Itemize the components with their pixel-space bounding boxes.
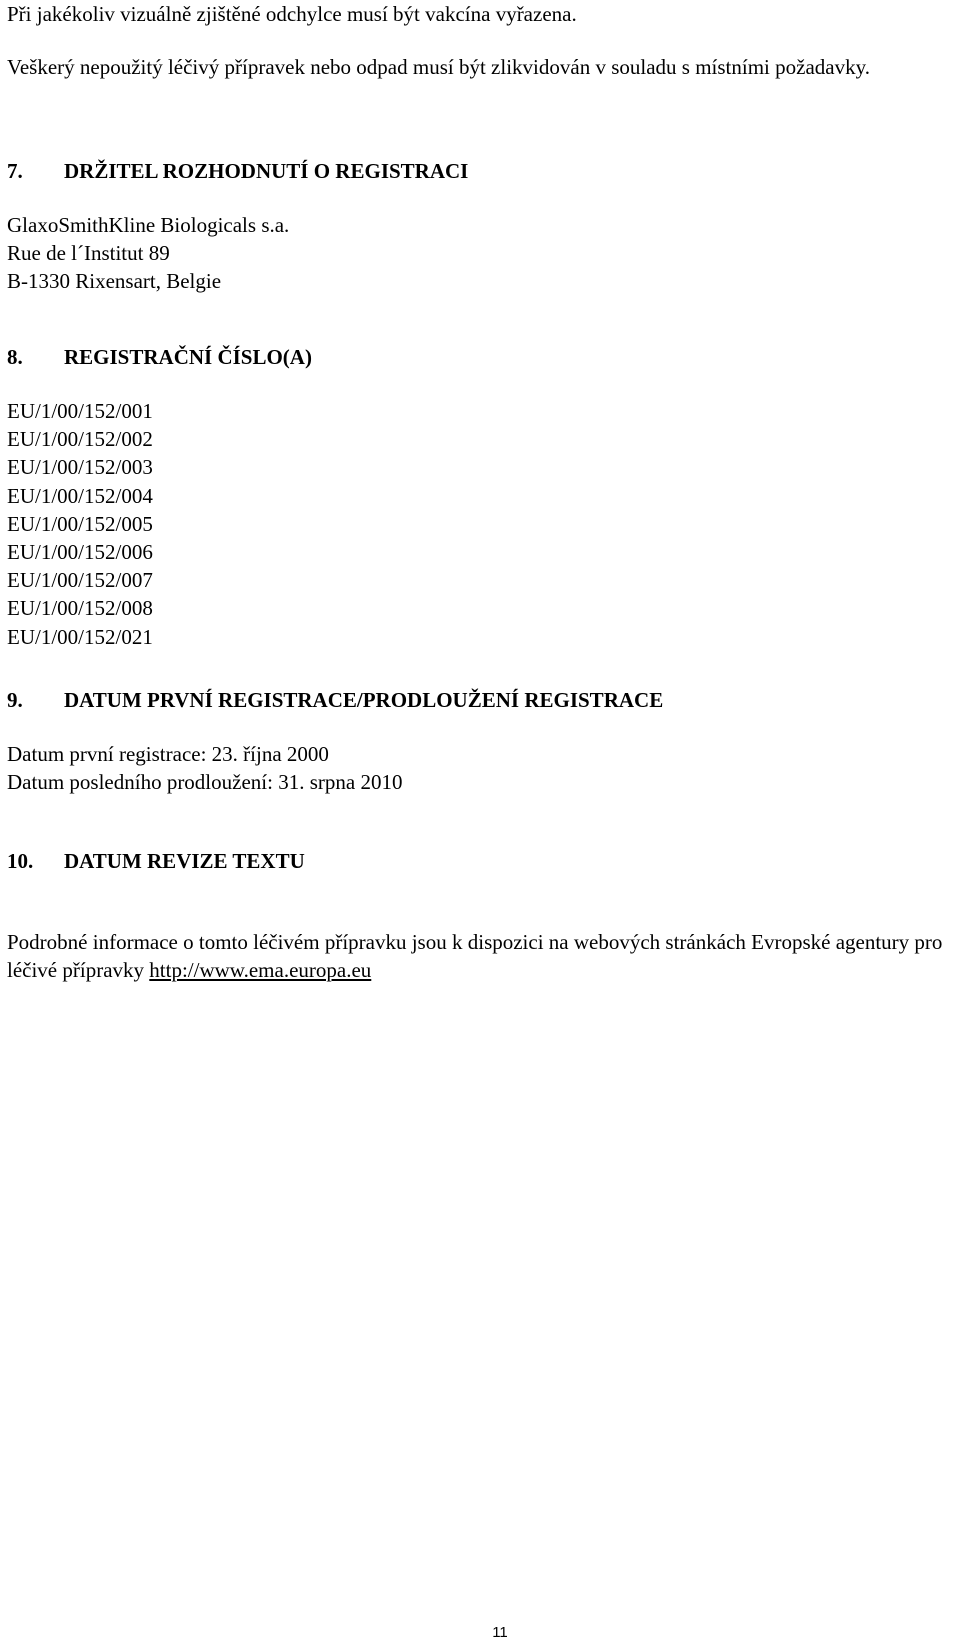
section-10-number: 10.	[7, 849, 34, 873]
registration-number: EU/1/00/152/006	[7, 540, 153, 565]
revision-text	[7, 928, 953, 984]
section-8-heading	[7, 343, 312, 371]
revision-text-body: Podrobné informace o tomto léčivém přípravku jsou k dispozici na webových stránkách Evropské agentury pro léčivé přípravky	[7, 930, 943, 982]
registration-number: EU/1/00/152/008	[7, 596, 153, 621]
registration-number: EU/1/00/152/007	[7, 568, 153, 593]
last-renewal-date: Datum posledního prodloužení: 31. srpna 2010	[7, 770, 403, 794]
holder-street: Rue de l´Institut 89	[7, 241, 170, 265]
registration-number: EU/1/00/152/004	[7, 483, 153, 508]
holder-company: GlaxoSmithKline Biologicals s.a.	[7, 213, 290, 237]
registration-number-list	[7, 397, 153, 651]
section-7-heading	[7, 157, 468, 185]
registration-number: EU/1/00/152/001	[7, 399, 153, 423]
registration-number: EU/1/00/152/005	[7, 511, 153, 536]
holder-city: B-1330 Rixensart, Belgie	[7, 269, 222, 293]
section-9-number: 9.	[7, 688, 23, 712]
registration-number: EU/1/00/152/021	[7, 624, 153, 649]
section-7-title: DRŽITEL ROZHODNUTÍ O REGISTRACI	[64, 159, 469, 183]
section-8-number: 8.	[7, 345, 23, 369]
section-8-title: REGISTRAČNÍ ČÍSLO(A)	[64, 345, 312, 369]
page-number: 11	[492, 1624, 508, 1641]
section-9-heading	[7, 686, 663, 714]
section-7-address	[7, 211, 289, 295]
first-registration-date: Datum první registrace: 23. října 2000	[7, 742, 329, 766]
section-9-dates	[7, 740, 402, 796]
section-9-title: DATUM PRVNÍ REGISTRACE/PRODLOUŽENÍ REGISTRACE	[64, 688, 664, 712]
section-10-title: DATUM REVIZE TEXTU	[64, 849, 305, 873]
intro-sentence-2: Veškerý nepoužitý léčivý přípravek nebo odpad musí být zlikvidován v souladu s místními požadavky.	[7, 55, 870, 79]
section-10-heading	[7, 847, 305, 875]
registration-number: EU/1/00/152/003	[7, 455, 153, 480]
ema-website-link[interactable]: http://www.ema.europa.eu	[149, 958, 372, 982]
intro-sentence-1: Při jakékoliv vizuálně zjištěné odchylce musí být vakcína vyřazena.	[7, 2, 577, 26]
registration-number: EU/1/00/152/002	[7, 427, 153, 452]
section-7-number: 7.	[7, 159, 23, 183]
